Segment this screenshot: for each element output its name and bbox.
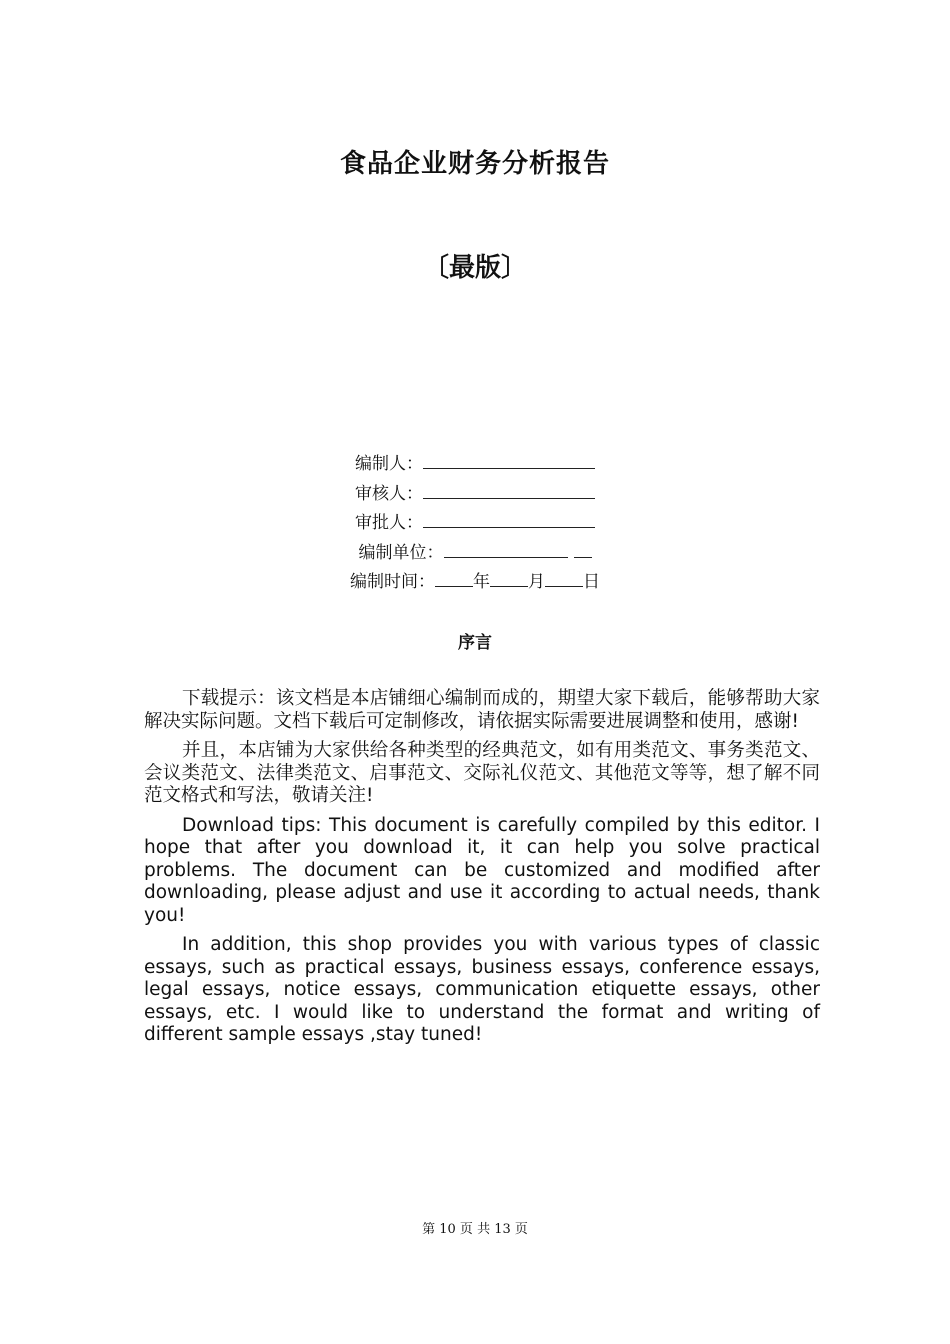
reviewer-blank xyxy=(423,481,595,499)
compiler-blank xyxy=(423,451,595,469)
paragraph: In addition, this shop provides you with various types of classic essays, such as practical essays, business essays, conference essays, legal essays, notice essays, communication etiquette essays, other essays, etc. I would like to understand the format and writing of different sample essays ,stay tuned! xyxy=(144,934,820,1045)
document-title: 食品企业财务分析报告 xyxy=(339,149,610,179)
approver-blank xyxy=(423,510,595,528)
unit-blank-tail xyxy=(574,540,592,558)
year-label: 年 xyxy=(473,572,490,592)
paragraph: 下载提示：该文档是本店铺细心编制而成的，期望大家下载后，能够帮助大家解决实际问题。文档下载后可定制修改，请依据实际需要进展调整和使用，感谢! xyxy=(144,688,820,732)
month-label: 月 xyxy=(528,572,545,592)
reviewer-label: 审核人： xyxy=(355,483,423,504)
day-label: 日 xyxy=(583,572,600,592)
day-blank xyxy=(545,569,583,587)
preface-body xyxy=(144,688,820,1054)
month-blank xyxy=(490,569,528,587)
reviewer-row xyxy=(300,480,650,510)
unit-label: 编制单位： xyxy=(358,542,444,563)
compiler-row xyxy=(300,450,650,480)
signature-block xyxy=(300,450,650,598)
preface-heading: 序言 xyxy=(458,633,492,653)
time-row xyxy=(300,568,650,598)
page-number-footer: 第 10 页 共 13 页 xyxy=(422,1222,528,1237)
approver-label: 审批人： xyxy=(355,513,423,533)
year-blank xyxy=(435,569,473,587)
unit-blank xyxy=(444,540,568,558)
paragraph: Download tips: This document is carefully compiled by this editor. I hope that after you download it, it can help you solve practical problems. The document can be customized and modified after downloading, please adjust and use it according to actual needs, thank you! xyxy=(144,814,820,926)
paragraph: 并且，本店铺为大家供给各种类型的经典范文，如有用类范文、事务类范文、会议类范文、法律类范文、启事范文、交际礼仪范文、其他范文等等，想了解不同范文格式和写法，敬请关注! xyxy=(144,740,820,806)
approver-row xyxy=(300,509,650,539)
compiler-label: 编制人： xyxy=(355,454,423,474)
unit-row xyxy=(300,539,650,569)
document-edition: 〔最版〕 xyxy=(422,253,527,283)
time-label: 编制时间： xyxy=(350,572,435,592)
